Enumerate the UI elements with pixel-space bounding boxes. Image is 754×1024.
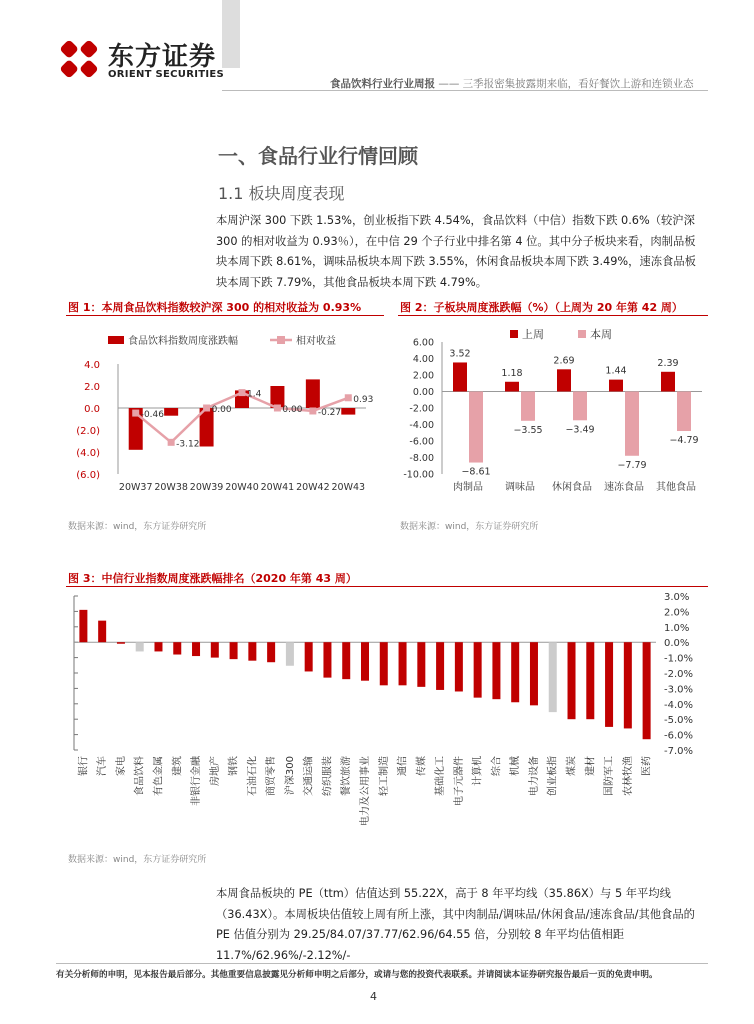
x-tick-label: 家电: [115, 756, 127, 776]
section-title: 一、食品行业行情回顾: [218, 144, 418, 168]
bar: [643, 642, 651, 739]
data-label-this-week: −8.61: [461, 466, 491, 478]
y-tick-label: 4.0: [84, 360, 100, 371]
bar: [79, 610, 87, 642]
y-tick-label: 6.00: [412, 337, 434, 349]
bar: [342, 642, 350, 679]
x-tick-label: 20W39: [189, 482, 224, 493]
bar-last-week: [661, 372, 675, 392]
y-tick-label: (4.0): [76, 448, 100, 459]
company-name-cn: 东方证券: [108, 42, 217, 72]
data-label: 0.93: [353, 394, 374, 405]
bar-this-week: [625, 392, 639, 456]
y-tick-label: -10.00: [403, 469, 434, 481]
y-tick-label: -8.00: [409, 453, 434, 464]
x-tick-label: 计算机: [472, 756, 484, 786]
data-label-this-week: −4.79: [669, 435, 699, 447]
bar-this-week: [521, 392, 535, 421]
bar-this-week: [573, 392, 587, 421]
company-logo-icon: [56, 36, 102, 82]
fig2-title-rule: [398, 315, 708, 316]
report-header: [330, 76, 694, 91]
bar: [267, 642, 275, 662]
bar: [361, 642, 369, 681]
x-tick-label: 建筑: [172, 756, 184, 776]
x-tick-label: 石油石化: [247, 756, 259, 796]
y-tick-label: -4.0%: [664, 699, 694, 711]
legend-label-this-week: 本周: [590, 328, 612, 341]
x-tick-label: 建材: [585, 756, 597, 776]
x-tick-label: 综合: [491, 756, 503, 776]
fig2-title: 图 2：子板块周度涨跌幅（%）（上周为 20 年第 42 周）: [400, 301, 683, 314]
line-point: [274, 405, 281, 412]
x-tick-label: 轻工制造: [378, 756, 390, 796]
bar: [305, 642, 313, 671]
x-tick-label: 20W42: [296, 482, 330, 493]
bar: [98, 621, 106, 643]
legend-label-bar: 食品饮料指数周度涨跌幅: [128, 336, 238, 347]
x-tick-label: 钢铁: [228, 756, 240, 776]
data-label-last-week: 2.69: [553, 355, 575, 367]
x-tick-label: 20W40: [225, 482, 259, 493]
y-tick-label: (6.0): [76, 470, 100, 481]
x-tick-label: 电力及公用事业: [360, 756, 371, 826]
footer-disclaimer: 有关分析师的申明，见本报告最后部分。其他重要信息披露见分析师申明之后部分，或请与您的投资代表联系。并请阅读本证券研究报告最后一页的免责申明。: [56, 970, 658, 980]
x-tick-label: 电子元器件: [453, 756, 465, 806]
section-paragraph: 本周沪深 300 下跌 1.53%，创业板指下跌 4.54%，食品饮料（中信）指数下跌 0.6%（较沪深 300 的相对收益为 0.93％），在中信 29 个子行业中排名第 4 位。其中分子板块来看，肉制品板块本周下跌 8.61%，调味品板块本周下跌 3.55%，休闲食品板块本周下跌 3.49%，速冻食品板块本周下跌 7.79%，其他食品板块本周下跌 4.79%。: [216, 214, 696, 289]
x-tick-label: 基础化工: [435, 756, 447, 796]
bar-last-week: [505, 382, 519, 392]
bar: [568, 642, 576, 719]
company-name-en: ORIENT SECURITIES: [108, 69, 225, 80]
y-tick-label: -6.0%: [664, 730, 694, 742]
x-tick-label: 通信: [397, 756, 409, 776]
y-tick-label: -3.0%: [664, 684, 694, 696]
x-tick-label: 电力设备: [528, 756, 540, 796]
data-label-this-week: −3.55: [513, 424, 543, 436]
fig1-source: 数据来源：wind，东方证券研究所: [68, 522, 207, 532]
header-accent-bar: [222, 0, 240, 68]
bar: [286, 642, 294, 666]
bar-this-week: [677, 392, 691, 432]
bar: [248, 642, 256, 660]
x-tick-label: 传媒: [416, 756, 428, 776]
bar-last-week: [557, 369, 571, 391]
bar: [511, 642, 519, 702]
x-tick-label: 机械: [510, 756, 522, 776]
bar: [399, 642, 407, 685]
line-point: [132, 410, 139, 417]
bar: [455, 642, 463, 691]
page-number: 4: [370, 990, 377, 1003]
footer-divider: [56, 963, 708, 964]
bar: [624, 642, 632, 728]
y-tick-label: -2.0%: [664, 669, 694, 680]
bar: [211, 642, 219, 657]
bar: [173, 642, 181, 654]
x-tick-label: 交通运输: [303, 756, 315, 796]
y-tick-label: -2.00: [409, 403, 434, 415]
data-label-this-week: −7.79: [617, 459, 647, 471]
header-divider: [222, 90, 708, 91]
bar: [192, 642, 200, 656]
bar: [341, 408, 355, 415]
y-tick-label: -4.00: [409, 420, 434, 431]
y-tick-label: 0.0: [84, 404, 100, 415]
legend-marker-line: [277, 336, 285, 344]
bar: [586, 642, 594, 719]
x-tick-label: 20W37: [118, 482, 153, 493]
x-tick-label: 创业板指: [547, 756, 559, 796]
fig3-chart: [66, 588, 708, 846]
x-tick-label: 速冻食品: [604, 482, 644, 493]
x-tick-label: 煤炭: [566, 756, 578, 776]
x-tick-label: 沪深300: [284, 756, 296, 796]
x-tick-label: 20W41: [260, 482, 295, 493]
data-label: -3.12: [176, 439, 200, 450]
x-tick-label: 农林牧渔: [622, 756, 634, 796]
bar: [436, 642, 444, 690]
bar: [164, 408, 178, 416]
x-tick-label: 休闲食品: [552, 482, 592, 493]
x-tick-label: 餐饮旅游: [341, 756, 353, 796]
legend-swatch-this-week: [578, 330, 586, 338]
bar: [136, 642, 144, 651]
bar: [230, 642, 238, 659]
fig1-title: 图 1：本周食品饮料指数较沪深 300 的相对收益为 0.93%: [68, 301, 362, 314]
line-point: [239, 389, 246, 396]
bar: [306, 379, 320, 408]
fig3-source: 数据来源：wind，东方证券研究所: [68, 855, 207, 865]
data-label: -0.46: [140, 410, 165, 421]
y-tick-label: 0.00: [412, 387, 434, 398]
line-point: [168, 439, 175, 446]
bar-last-week: [609, 380, 623, 392]
legend-label-line: 相对收益: [296, 336, 336, 347]
data-label: 1.4: [247, 389, 262, 400]
x-tick-label: 调味品: [505, 482, 535, 493]
bar: [549, 642, 557, 712]
y-tick-label: 0.0%: [664, 638, 690, 650]
y-tick-label: -5.0%: [664, 715, 694, 727]
bar: [323, 642, 331, 677]
x-tick-label: 汽车: [97, 756, 109, 776]
report-title: 食品饮料行业行业周报: [330, 78, 435, 90]
fig2-chart: [398, 322, 708, 502]
data-label-this-week: −3.49: [565, 424, 595, 436]
legend-label-last-week: 上周: [522, 328, 544, 341]
x-tick-label: 20W38: [154, 482, 188, 493]
data-label-last-week: 3.52: [449, 348, 471, 360]
bar: [117, 642, 125, 644]
x-tick-label: 商贸零售: [266, 756, 278, 796]
fig2-source: 数据来源：wind，东方证券研究所: [400, 522, 539, 532]
x-tick-label: 房地产: [209, 756, 221, 786]
x-tick-label: 非银行金融: [191, 756, 203, 806]
bar-this-week: [469, 392, 483, 463]
y-tick-label: -1.0%: [664, 653, 694, 665]
x-tick-label: 20W43: [331, 482, 366, 493]
x-tick-label: 食品饮料: [134, 756, 146, 796]
data-label: 0.00: [282, 405, 303, 415]
x-tick-label: 其他食品: [656, 482, 696, 493]
x-tick-label: 医药: [641, 756, 653, 776]
bar: [492, 642, 500, 699]
fig1-title-rule: [66, 315, 384, 316]
valuation-paragraph: 本周食品板块的 PE（ttm）估值达到 55.22X，高于 8 年平均线（35.86X）与 5 年平均线（36.43X）。本周板块估值较上周有所上涨，其中肉制品/调味品/休闲食品/速冻食品/其他食品的 PE 估值分别为 29.25/84.07/37.77/62.96/64.55 倍，分别较 8 年平均估值相距 11.7%/62.96%/-2.12%/-: [216, 887, 695, 962]
data-label-last-week: 1.18: [501, 367, 523, 379]
y-tick-label: 2.0: [84, 382, 100, 393]
report-subtitle: —— 三季报密集披露期来临，看好餐饮上游和连锁业态: [438, 78, 694, 90]
fig1-chart: [66, 322, 384, 502]
line-point: [345, 394, 352, 401]
x-tick-label: 纺织服装: [322, 756, 334, 796]
x-tick-label: 银行: [78, 756, 90, 776]
bar: [380, 642, 388, 685]
x-tick-label: 肉制品: [453, 482, 483, 493]
bar: [417, 642, 425, 687]
fig3-title: 图 3：中信行业指数周度涨跌幅排名（2020 年第 43 周）: [68, 572, 357, 585]
bar: [474, 642, 482, 697]
y-tick-label: 4.00: [412, 354, 434, 365]
fig3-title-rule: [66, 586, 708, 587]
section-subtitle: 1.1 板块周度表现: [218, 184, 345, 203]
data-label-last-week: 1.44: [605, 365, 627, 377]
data-label-last-week: 2.39: [657, 357, 679, 369]
bar: [530, 642, 538, 705]
line-point: [203, 405, 210, 412]
data-label: 0.00: [211, 405, 232, 415]
legend-swatch-last-week: [510, 330, 518, 338]
x-tick-label: 有色金属: [153, 756, 165, 796]
bar: [605, 642, 613, 727]
y-tick-label: 2.0%: [664, 607, 690, 619]
data-label: -0.27: [317, 407, 342, 418]
x-tick-label: 国防军工: [604, 756, 616, 796]
legend-swatch-bar: [108, 336, 124, 344]
line-point: [309, 407, 316, 414]
bar-last-week: [453, 362, 467, 391]
y-tick-label: 1.0%: [664, 622, 690, 634]
y-tick-label: 2.00: [412, 370, 434, 382]
y-tick-label: (2.0): [76, 426, 100, 437]
bar: [154, 642, 162, 651]
y-tick-label: 3.0%: [664, 592, 690, 603]
y-tick-label: -6.00: [409, 436, 434, 448]
y-tick-label: -7.0%: [664, 746, 694, 757]
